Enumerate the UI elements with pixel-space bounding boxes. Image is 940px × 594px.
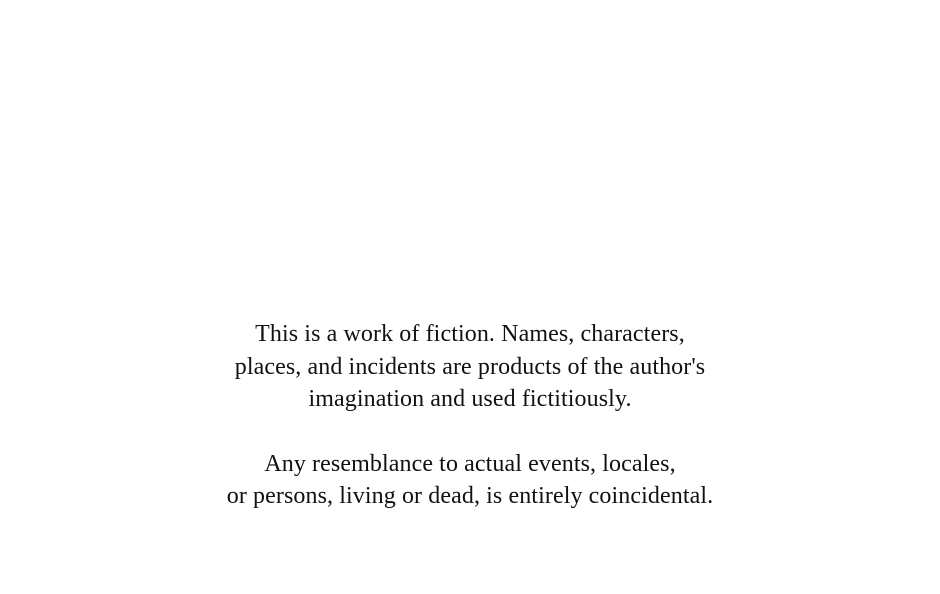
- paragraph-resemblance-notice: [0, 448, 940, 513]
- text-line: or persons, living or dead, is entirely coincidental.: [226, 483, 714, 509]
- text-line: places, and incidents are products of the author's: [234, 353, 706, 380]
- text-line: Any resemblance to actual events, locales,: [264, 450, 676, 477]
- text-line: imagination and used fictitiously.: [308, 386, 632, 412]
- disclaimer-block: [0, 318, 940, 513]
- paragraph-fiction-notice: [0, 318, 940, 416]
- text-line: This is a work of fiction. Names, characters,: [255, 321, 685, 347]
